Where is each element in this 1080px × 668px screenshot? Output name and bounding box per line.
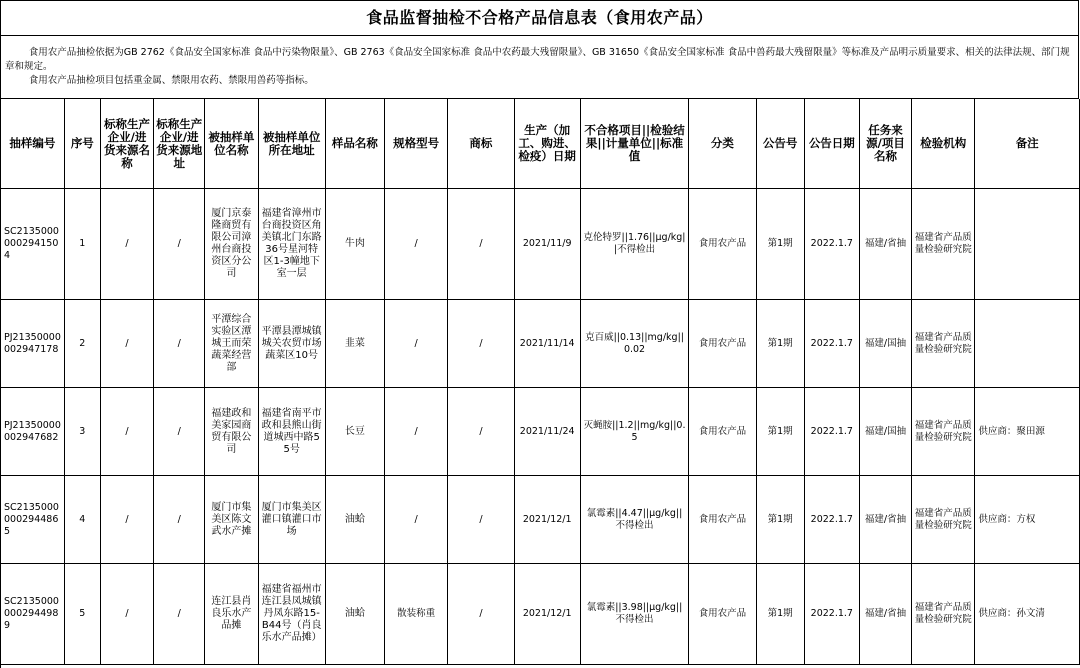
remark-cell — [975, 189, 1080, 300]
notice-no-cell: 第1期 — [756, 476, 804, 564]
task-cell: 福建/省抽 — [859, 476, 911, 564]
header-cell: 序号 — [64, 99, 100, 189]
header-cell: 不合格项目||检验结果||计量单位||标准值 — [580, 99, 688, 189]
spec-cell: 散装称重 — [385, 564, 448, 665]
notice-date-cell: 2022.1.7 — [804, 388, 859, 476]
unit-name-cell: 连江县肖良乐水产品摊 — [205, 564, 258, 665]
sample-name-cell: 牛肉 — [325, 189, 384, 300]
mfr-addr-cell: / — [154, 564, 205, 665]
failed-item-cell: 克伦特罗||1.76||μg/kg||不得检出 — [580, 189, 688, 300]
seq-cell: 1 — [64, 189, 100, 300]
header-cell: 分类 — [689, 99, 756, 189]
sample-id-cell: SC21350000002944989 — [1, 564, 64, 665]
category-cell: 食用农产品 — [689, 189, 756, 300]
mfr-addr-cell: / — [154, 476, 205, 564]
mfr-addr-cell: / — [154, 388, 205, 476]
remark-cell — [975, 300, 1080, 388]
mfr-name-cell: / — [100, 388, 153, 476]
sample-name-cell: 油蛤 — [325, 564, 384, 665]
failed-item-cell: 克百威||0.13||mg/kg||0.02 — [580, 300, 688, 388]
sheet-title: 食品监督抽检不合格产品信息表（食用农产品） — [1, 1, 1079, 36]
unit-addr-cell: 平潭县潭城镇城关农贸市场蔬菜区10号 — [258, 300, 325, 388]
header-cell: 检验机构 — [912, 99, 975, 189]
header-cell: 备注 — [975, 99, 1080, 189]
unit-name-cell: 平潭综合实验区潭城王而荣蔬菜经营部 — [205, 300, 258, 388]
table-row — [1, 189, 1080, 300]
seq-cell: 2 — [64, 300, 100, 388]
spec-cell: / — [385, 300, 448, 388]
header-cell: 被抽样单位名称 — [205, 99, 258, 189]
task-cell: 福建/省抽 — [859, 564, 911, 665]
agency-cell: 福建省产品质量检验研究院 — [912, 476, 975, 564]
header-cell: 被抽样单位所在地址 — [258, 99, 325, 189]
header-row — [1, 99, 1080, 189]
notice-no-cell: 第1期 — [756, 300, 804, 388]
agency-cell: 福建省产品质量检验研究院 — [912, 388, 975, 476]
sample-name-cell: 长豆 — [325, 388, 384, 476]
unit-addr-cell: 福建省漳州市台商投资区角美镇北门东路36号星河特区1-3幢地下室一层 — [258, 189, 325, 300]
notes-block — [1, 36, 1079, 99]
seq-cell: 3 — [64, 388, 100, 476]
header-cell: 规格型号 — [385, 99, 448, 189]
task-cell: 福建/国抽 — [859, 388, 911, 476]
unit-addr-cell: 福建省福州市连江县凤城镇丹凤东路15-B44号（肖良乐水产品摊） — [258, 564, 325, 665]
category-cell: 食用农产品 — [689, 300, 756, 388]
header-cell: 公告号 — [756, 99, 804, 189]
notice-no-cell: 第1期 — [756, 189, 804, 300]
notice-no-cell: 第1期 — [756, 388, 804, 476]
unit-addr-cell: 厦门市集美区灌口镇灌口市场 — [258, 476, 325, 564]
remark-cell: 供应商：孙文清 — [975, 564, 1080, 665]
seq-cell: 4 — [64, 476, 100, 564]
brand-cell: / — [448, 388, 514, 476]
notice-no-cell: 第1期 — [756, 564, 804, 665]
category-cell: 食用农产品 — [689, 388, 756, 476]
header-cell: 商标 — [448, 99, 514, 189]
sample-id-cell: SC21350000002944865 — [1, 476, 64, 564]
category-cell: 食用农产品 — [689, 564, 756, 665]
brand-cell: / — [448, 300, 514, 388]
brand-cell: / — [448, 189, 514, 300]
notice-date-cell: 2022.1.7 — [804, 189, 859, 300]
table-row — [1, 388, 1080, 476]
sample-name-cell: 油蛤 — [325, 476, 384, 564]
date-cell: 2021/11/9 — [514, 189, 580, 300]
header-cell: 标称生产企业/进货来源地址 — [154, 99, 205, 189]
date-cell: 2021/11/14 — [514, 300, 580, 388]
mfr-addr-cell: / — [154, 300, 205, 388]
table-row — [1, 564, 1080, 665]
sample-id-cell: SC21350000002941504 — [1, 189, 64, 300]
date-cell: 2021/12/1 — [514, 476, 580, 564]
agency-cell: 福建省产品质量检验研究院 — [912, 300, 975, 388]
seq-cell: 5 — [64, 564, 100, 665]
sample-id-cell: PJ21350000002947178 — [1, 300, 64, 388]
header-cell: 生产（加工、购进、检疫）日期 — [514, 99, 580, 189]
unit-name-cell: 厦门市集美区陈文武水产摊 — [205, 476, 258, 564]
spec-cell: / — [385, 476, 448, 564]
header-cell: 标称生产企业/进货来源名称 — [100, 99, 153, 189]
unit-addr-cell: 福建省南平市政和县熊山街道城西中路55号 — [258, 388, 325, 476]
table-row — [1, 476, 1080, 564]
unit-name-cell: 厦门京泰隆商贸有限公司漳州台商投资区分公司 — [205, 189, 258, 300]
category-cell: 食用农产品 — [689, 476, 756, 564]
note-line-1: 食用农产品抽检依据为GB 2762《食品安全国家标准 食品中污染物限量》、GB 2763《食品安全国家标准 食品中农药最大残留限量》、GB 31650《食品安全国家标准 食品中兽药最大残留限量》等标准及产品明示质量要求、相关的法律法规、部门规章和规定。 — [5, 47, 1070, 72]
spec-cell: / — [385, 189, 448, 300]
sample-name-cell: 韭菜 — [325, 300, 384, 388]
failed-item-cell: 氯霉素||3.98||μg/kg||不得检出 — [580, 564, 688, 665]
failed-item-cell: 氯霉素||4.47||μg/kg||不得检出 — [580, 476, 688, 564]
agency-cell: 福建省产品质量检验研究院 — [912, 189, 975, 300]
mfr-name-cell: / — [100, 476, 153, 564]
brand-cell: / — [448, 476, 514, 564]
note-line-2: 食用农产品抽检项目包括重金属、禁限用农药、禁限用兽药等指标。 — [28, 75, 314, 86]
results-table — [1, 99, 1080, 665]
mfr-name-cell: / — [100, 564, 153, 665]
brand-cell: / — [448, 564, 514, 665]
mfr-addr-cell: / — [154, 189, 205, 300]
mfr-name-cell: / — [100, 300, 153, 388]
agency-cell: 福建省产品质量检验研究院 — [912, 564, 975, 665]
remark-cell: 供应商：方权 — [975, 476, 1080, 564]
spec-cell: / — [385, 388, 448, 476]
notice-date-cell: 2022.1.7 — [804, 564, 859, 665]
table-row — [1, 300, 1080, 388]
header-cell: 抽样编号 — [1, 99, 64, 189]
header-cell: 任务来源/项目名称 — [859, 99, 911, 189]
remark-cell: 供应商：聚田源 — [975, 388, 1080, 476]
sample-id-cell: PJ21350000002947682 — [1, 388, 64, 476]
header-cell: 公告日期 — [804, 99, 859, 189]
notice-date-cell: 2022.1.7 — [804, 300, 859, 388]
header-cell: 样品名称 — [325, 99, 384, 189]
task-cell: 福建/国抽 — [859, 300, 911, 388]
mfr-name-cell: / — [100, 189, 153, 300]
task-cell: 福建/省抽 — [859, 189, 911, 300]
notice-date-cell: 2022.1.7 — [804, 476, 859, 564]
date-cell: 2021/11/24 — [514, 388, 580, 476]
date-cell: 2021/12/1 — [514, 564, 580, 665]
failed-item-cell: 灭蝇胺||1.2||mg/kg||0.5 — [580, 388, 688, 476]
unit-name-cell: 福建政和美家园商贸有限公司 — [205, 388, 258, 476]
